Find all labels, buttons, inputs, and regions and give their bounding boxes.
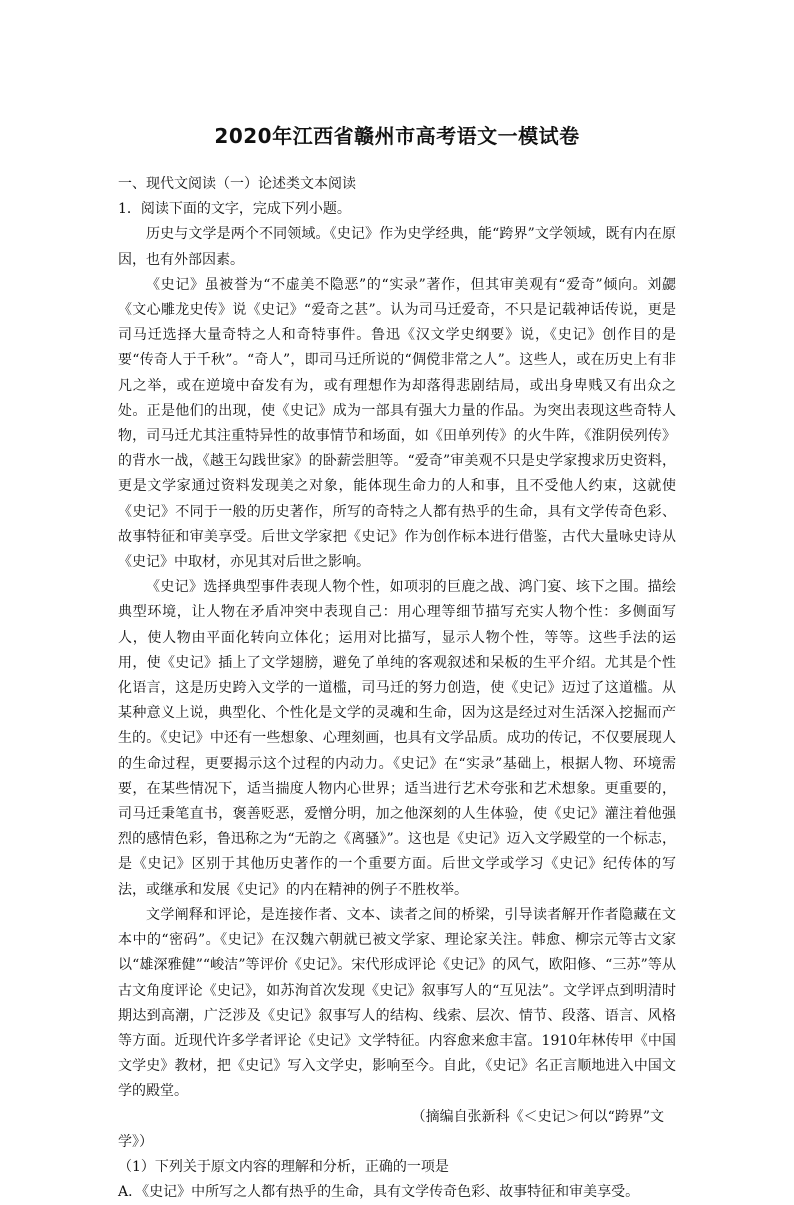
question-1-option-a: A．《史记》中所写之人都有热乎的生命，具有文学传奇色彩、故事特征和审美享受。 <box>118 1184 640 1201</box>
passage-source-continued: 学》） <box>118 1133 153 1150</box>
passage-source: （摘编自张新科《＜史记＞何以“跨界”文 <box>411 1108 664 1125</box>
passage-paragraph-2: 《史记》虽被誉为“不虚美不隐恶”的“实录”著作，但其审美观有“爱奇”倾向。刘勰《文心雕龙史传》说《史记》“爱奇之甚”。认为司马迁爱奇，不只是记载神话传说，更是司马迁选择大量奇特之人和奇特事件。鲁迅《汉文学史纲要》说，《史记》创作目的是要“传奇人于千秋”。“奇人”，即司马迁所说的“倜傥非常之人”。这些人，或在历史上有非凡之举，或在逆境中奋发有为，或有理想作为却落得悲剧结局，或出身卑贱又有出众之处。正是他们的出现，使《史记》成为一部具有强大力量的作品。为突出表现这些奇特人物，司马迁尤其注重特异性的故事情节和场面，如《田单列传》的火牛阵，《淮阴侯列传》的背水一战，《越王勾践世家》的卧薪尝胆等。“爱奇”审美观不只是史学家搜求历史资料，更是文学家通过资料发现美之对象，能体现生命力的人和事，且不受他人约束，这就使《史记》不同于一般的历史著作，所写的奇特之人都有热乎的生命，具有文学传奇色彩、故事特征和审美享受。后世文学家把《史记》作为创作标本进行借鉴，古代大量咏史诗从《史记》中取材，亦见其对后世之影响。 <box>118 276 676 571</box>
reading-instruction: 1．阅读下面的文字，完成下列小题。 <box>118 201 351 218</box>
passage-paragraph-4: 文学阐释和评论，是连接作者、文本、读者之间的桥梁，引导读者解开作者隐藏在文本中的“密码”。《史记》在汉魏六朝就已被文学家、理论家关注。韩愈、柳宗元等古文家以“雄深雅健”“峻洁”等评价《史记》。宋代形成评论《史记》的风气，欧阳修、“三苏”等从古文角度评论《史记》，如苏洵首次发现《史记》叙事写人的“互见法”。文学评点到明清时期达到高潮，广泛涉及《史记》叙事写人的结构、线索、层次、情节、段落、语言、风格等方面。近现代许多学者评论《史记》文学特征。内容愈来愈丰富。1910年林传甲《中国文学史》教材，把《史记》写入文学史，影响至今。自此，《史记》名正言顺地进入中国文学的殿堂。 <box>118 906 676 1100</box>
passage-paragraph-3: 《史记》选择典型事件表现人物个性，如项羽的巨鹿之战、鸿门宴、垓下之围。描绘典型环境，让人物在矛盾冲突中表现自己：用心理等细节描写充实人物个性：多侧面写人，使人物由平面化转向立体化；运用对比描写，显示人物个性，等等。这些手法的运用，使《史记》插上了文学翅膀，避免了单纯的客观叙述和呆板的生平介绍。尤其是个性化语言，这是历史跨入文学的一道槛，司马迁的努力创造，使《史记》迈过了这道槛。从某种意义上说，典型化、个性化是文学的灵魂和生命，因为这是经过对生活深入挖掘而产生的。《史记》中还有一些想象、心理刻画，也具有文学品质。成功的传记，不仅要展现人的生命过程，更要揭示这个过程的内动力。《史记》在“实录”基础上，根据人物、环境需要，在某些情况下，适当揣度人物内心世界；适当进行艺术夸张和艺术想象。更重要的，司马迁秉笔直书，褒善贬恶，爱憎分明，加之他深刻的人生体验，使《史记》灌注着他强烈的感情色彩，鲁迅称之为“无韵之《离骚》”。这也是《史记》迈入文学殿堂的一个标志，是《史记》区别于其他历史著作的一个重要方面。后世文学或学习《史记》纪传体的写法，或继承和发展《史记》的内在精神的例子不胜枚举。 <box>118 579 676 898</box>
exam-title: 2020年江西省赣州市高考语文一模试卷 <box>214 124 580 148</box>
passage-paragraph-1: 历史与文学是两个不同领域。《史记》作为史学经典，能“跨界”文学领域，既有内在原因，也有外部因素。 <box>118 226 676 268</box>
question-1-stem: （1）下列关于原文内容的理解和分析，正确的一项是 <box>118 1158 449 1175</box>
section-heading: 一、现代文阅读（一）论述类文本阅读 <box>118 176 356 192</box>
